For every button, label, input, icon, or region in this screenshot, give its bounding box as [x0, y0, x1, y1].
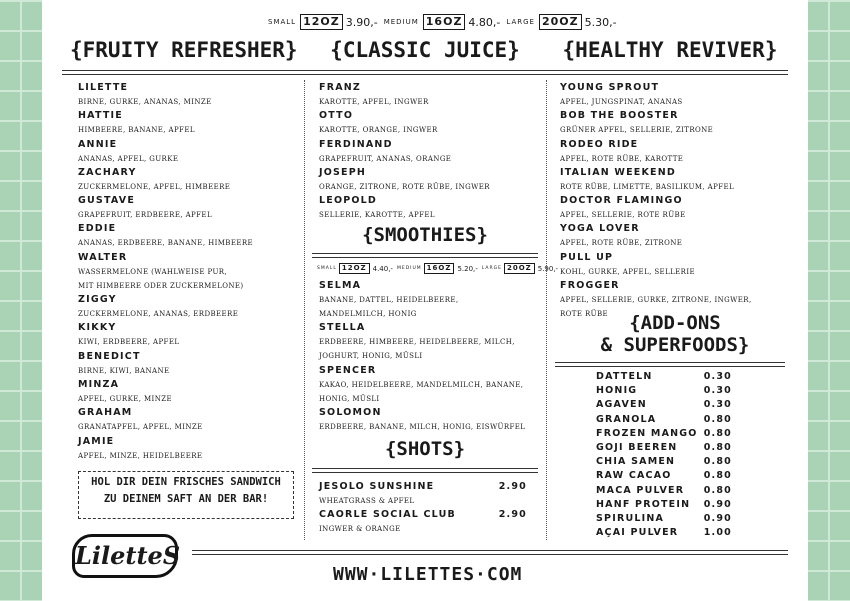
item-desc: ZUCKERMELONE, APFEL, HIMBEERE [78, 182, 231, 191]
menu-item [78, 138, 298, 166]
size-oz: 16OZ [424, 263, 455, 274]
menu-item [560, 222, 790, 250]
addon-name: DATTELN [596, 371, 653, 382]
item-name: DOCTOR FLAMINGO [560, 195, 683, 207]
size-oz: 12OZ [300, 14, 343, 30]
item-desc: KIWI, ERDBEERE, APFEL [78, 338, 180, 347]
addon-price: 0.80 [703, 470, 732, 482]
item-desc: ZUCKERMELONE, ANANAS, ERDBEERE [78, 310, 239, 319]
item-desc: ANANAS, APFEL, GURKE [78, 154, 179, 163]
addon-price: 0.80 [703, 484, 732, 496]
addon-row [596, 413, 732, 427]
item-desc: HIMBEERE, BANANE, APFEL [78, 126, 195, 135]
item-name: JAMIE [78, 435, 115, 447]
size-label: LARGE [506, 18, 535, 26]
website-url[interactable]: WWW·LILETTES·COM [333, 564, 523, 585]
item-desc: GRÜNER APFEL, SELLERIE, ZITRONE [560, 126, 714, 135]
sandwich-line: HOL DIR DEIN FRISCHES SANDWICH [91, 476, 281, 488]
addon-name: RAW CACAO [596, 470, 672, 482]
addon-name: HANF PROTEIN [596, 498, 691, 510]
item-desc: WHEATGRASS & APFEL [319, 497, 415, 505]
addon-price: 0.90 [703, 498, 732, 510]
item-name: WALTER [78, 251, 128, 263]
addon-price: 0.80 [703, 427, 732, 439]
size-price: 5.20,- [457, 264, 478, 273]
addons-rule [555, 362, 785, 367]
addon-row [596, 526, 732, 540]
item-name: BOB THE BOOSTER [560, 110, 679, 122]
item-name: RODEO RIDE [560, 138, 639, 150]
item-desc: APFEL, JUNGSPINAT, ANANAS [560, 98, 683, 106]
size-oz: 20OZ [504, 263, 535, 274]
item-name: EDDIE [78, 223, 117, 235]
item-name: CAORLE SOCIAL CLUB [319, 509, 456, 521]
addon-row [596, 398, 732, 412]
menu-item [319, 508, 527, 536]
sandwich-promo-box [78, 471, 294, 519]
menu-item [319, 109, 539, 137]
shots-title: {SHOTS} [384, 438, 466, 460]
menu-item [560, 166, 790, 194]
menu-item [78, 293, 298, 321]
item-desc: APFEL, ROTE RÜBE, KAROTTE [560, 154, 684, 163]
healthy-reviver-title: {HEALTHY REVIVER} [562, 38, 778, 62]
item-desc: WASSERMELONE (WAHLWEISE PUR, [78, 267, 228, 276]
shots-rule [312, 468, 538, 473]
addons-title: {ADD-ONS [629, 312, 721, 334]
item-name: KIKKY [78, 322, 117, 334]
fruity-refresher-list [78, 81, 298, 463]
menu-item [78, 321, 298, 349]
smoothies-title: {SMOOTHIES} [362, 224, 488, 246]
addon-row [596, 484, 732, 498]
size-price: 4.40,- [372, 264, 393, 273]
addon-price: 0.80 [703, 441, 732, 453]
tile-wall-right [808, 0, 850, 601]
item-desc: APFEL, GURKE, MINZE [78, 395, 173, 404]
size-price: 3.90,- [345, 15, 378, 29]
item-name: SPENCER [319, 364, 377, 376]
addon-row [596, 427, 732, 441]
size-oz: 12OZ [339, 263, 370, 274]
addon-price: 0.30 [703, 385, 732, 397]
item-desc: APFEL, MINZE, HEIDELBEERE [78, 451, 203, 460]
menu-item [319, 406, 544, 434]
item-desc: MIT HIMBEERE ODER ZUCKERMELONE) [78, 281, 244, 290]
smoothies-rule [312, 253, 538, 258]
item-name: SELMA [319, 280, 362, 291]
smoothie-size-prices [313, 263, 558, 274]
item-desc: APFEL, SELLERIE, ROTE RÜBE [560, 211, 686, 220]
item-desc: APFEL, SELLERIE, GURKE, ZITRONE, INGWER, [560, 296, 752, 305]
menu-item [78, 166, 298, 194]
menu-item [78, 81, 298, 109]
item-desc: KAKAO, HEIDELBEERE, MANDELMILCH, BANANE, [319, 380, 524, 389]
size-label: SMALL [268, 18, 297, 26]
item-name: YOUNG SPROUT [560, 82, 660, 93]
shot-row [319, 508, 527, 522]
item-desc: BANANE, DATTEL, HEIDELBEERE, [319, 296, 459, 304]
size-oz: 20OZ [539, 14, 582, 30]
addon-row [596, 370, 732, 384]
addon-price: 0.80 [703, 456, 732, 468]
menu-item [319, 364, 544, 406]
lilettes-logo: LiletteS [72, 534, 178, 578]
footer-rule [192, 550, 788, 555]
item-name: JOSEPH [319, 166, 367, 178]
addon-price: 1.00 [703, 527, 732, 539]
item-desc: ERDBEERE, HIMBEERE, HEIDELBEERE, MILCH, [319, 338, 515, 347]
item-name: ITALIAN WEEKEND [560, 166, 676, 178]
item-price: 2.90 [498, 509, 527, 521]
item-desc: BIRNE, GURKE, ANANAS, MINZE [78, 98, 212, 106]
addon-name: GOJI BEEREN [596, 441, 678, 453]
addon-row [596, 498, 732, 512]
item-name: HATTIE [78, 110, 123, 122]
addon-name: AGAVEN [596, 399, 647, 411]
size-price: 4.80,- [468, 15, 501, 29]
item-desc: ORANGE, ZITRONE, ROTE RÜBE, INGWER [319, 182, 490, 191]
addon-name: MACA PULVER [596, 484, 685, 496]
addon-name: HONIG [596, 385, 638, 397]
addon-name: FROZEN MANGO [596, 427, 698, 439]
addon-name: CHIA SAMEN [596, 456, 676, 468]
addon-price: 0.30 [703, 371, 732, 382]
item-name: FROGGER [560, 280, 620, 292]
item-name: SOLOMON [319, 407, 382, 419]
size-label: SMALL [317, 266, 337, 271]
menu-item [560, 109, 790, 137]
item-desc: JOGHURT, HONIG, MÜSLI [319, 352, 423, 361]
item-desc: INGWER & ORANGE [319, 525, 401, 534]
item-desc: HONIG, MÜSLI [319, 394, 380, 403]
menu-item [560, 81, 790, 109]
size-oz: 16OZ [423, 14, 466, 30]
item-name: YOGA LOVER [560, 223, 640, 235]
menu-item [78, 378, 298, 406]
item-name: JESOLO SUNSHINE [319, 481, 435, 492]
addon-row [596, 512, 732, 526]
menu-item [560, 194, 790, 222]
addon-row [596, 384, 732, 398]
item-name: OTTO [319, 110, 354, 122]
menu-item [560, 138, 790, 166]
item-price: 2.90 [498, 481, 527, 492]
item-name: MINZA [78, 379, 120, 391]
menu-item [319, 194, 539, 222]
menu-item [78, 109, 298, 137]
item-name: ZACHARY [78, 166, 137, 178]
item-desc: ERDBEERE, BANANE, MILCH, HONIG, EISWÜRFEL [319, 423, 526, 432]
sandwich-line: ZU DEINEM SAFT AN DER BAR! [103, 493, 269, 505]
column-divider [546, 80, 547, 540]
item-name: LEOPOLD [319, 195, 377, 207]
menu-item [78, 435, 298, 463]
menu-item [78, 222, 298, 250]
addons-list [596, 370, 732, 540]
item-desc: KAROTTE, APFEL, INGWER [319, 98, 429, 106]
item-name: FRANZ [319, 82, 361, 93]
menu-item [560, 251, 790, 279]
item-name: FERDINAND [319, 138, 393, 150]
item-desc: SELLERIE, KAROTTE, APFEL [319, 211, 435, 220]
juice-size-prices [262, 14, 617, 30]
classic-juice-list [319, 81, 539, 222]
addon-row [596, 441, 732, 455]
addon-price: 0.90 [703, 512, 732, 524]
addon-price: 0.30 [703, 399, 732, 411]
addon-name: GRANOLA [596, 413, 657, 425]
item-desc: KAROTTE, ORANGE, INGWER [319, 126, 438, 135]
item-name: GRAHAM [78, 407, 133, 419]
menu-item [319, 321, 544, 363]
addon-row [596, 469, 732, 483]
size-label: MEDIUM [383, 18, 419, 26]
item-name: ZIGGY [78, 294, 117, 306]
addon-name: SPIRULINA [596, 512, 665, 524]
item-desc: ANANAS, ERDBEERE, BANANE, HIMBEERE [78, 239, 254, 248]
menu-item [319, 279, 544, 321]
menu-item [78, 194, 298, 222]
fruity-refresher-title: {FRUITY REFRESHER} [70, 38, 298, 62]
menu-item [319, 166, 539, 194]
menu-item [319, 480, 527, 508]
menu-item [78, 251, 298, 293]
addons-title-line2: & SUPERFOODS} [600, 334, 750, 356]
addon-price: 0.80 [703, 413, 732, 425]
item-desc: APFEL, ROTE RÜBE, ZITRONE [560, 239, 683, 248]
item-desc: GRAPEFRUIT, ANANAS, ORANGE [319, 154, 452, 163]
item-name: BENEDICT [78, 350, 141, 362]
addon-name: AÇAI PULVER [596, 527, 679, 539]
size-price: 5.90,- [537, 264, 559, 273]
size-label: LARGE [481, 266, 502, 271]
item-name: GUSTAVE [78, 195, 136, 207]
smoothies-list [319, 279, 544, 434]
header-rule [62, 70, 788, 75]
size-label: MEDIUM [396, 266, 422, 271]
classic-juice-title: {CLASSIC JUICE} [330, 38, 520, 62]
shot-row [319, 480, 527, 494]
column-divider [304, 80, 305, 540]
menu-item [78, 406, 298, 434]
item-name: PULL UP [560, 251, 614, 263]
size-price: 5.30,- [584, 15, 617, 29]
item-desc: BIRNE, KIWI, BANANE [78, 366, 170, 375]
item-name: ANNIE [78, 138, 118, 150]
item-desc: GRAPEFRUIT, ERDBEERE, APFEL [78, 211, 212, 220]
item-name: LILETTE [78, 82, 129, 93]
tile-wall-left [0, 0, 42, 601]
item-desc: ROTE RÜBE, LIMETTE, BASILIKUM, APFEL [560, 182, 735, 191]
healthy-reviver-list [560, 81, 790, 321]
shots-list [319, 480, 527, 537]
item-desc: KOHL, GURKE, APFEL, SELLERIE [560, 267, 696, 276]
item-desc: GRANATAPFEL, APFEL, MINZE [78, 423, 203, 432]
menu-item [319, 81, 539, 109]
item-desc: MANDELMILCH, HONIG [319, 310, 417, 318]
addon-row [596, 455, 732, 469]
menu-item [78, 350, 298, 378]
menu-item [319, 138, 539, 166]
item-desc: ROTE RÜBE [560, 310, 609, 319]
item-name: STELLA [319, 322, 366, 334]
